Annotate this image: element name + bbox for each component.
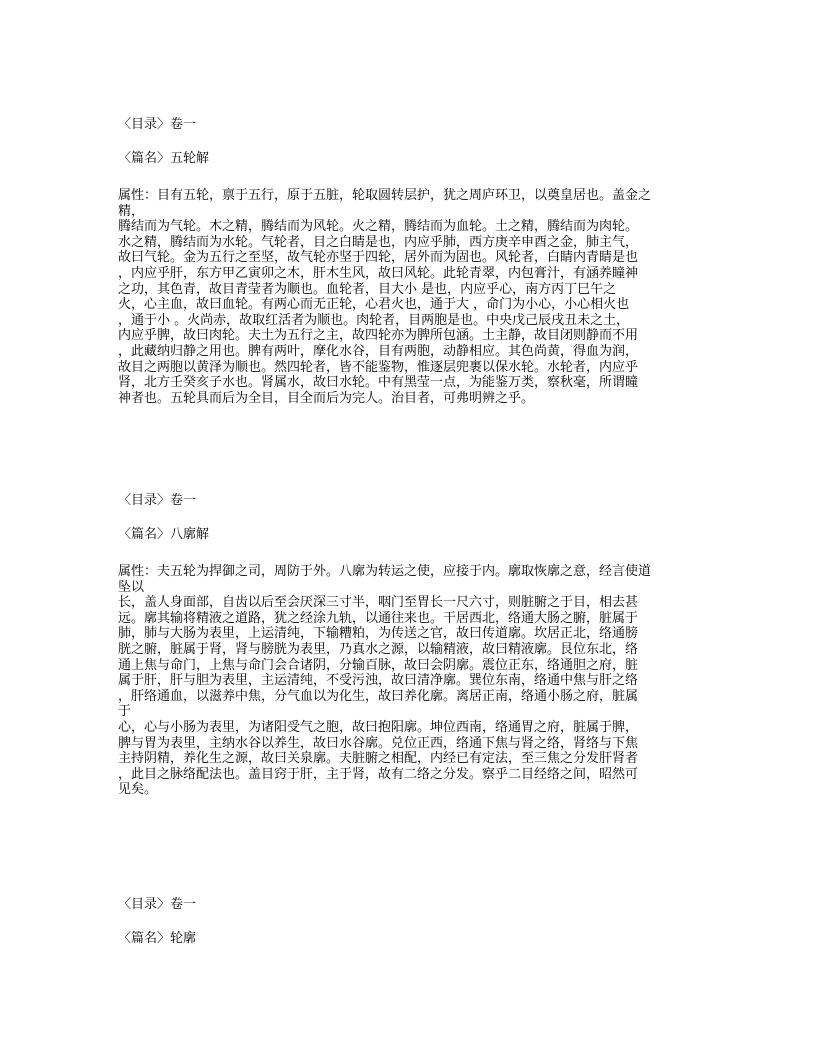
- text-line: 长，盖人身面部，自齿以后至会厌深三寸半，咽门至胃长一尺六寸，则脏腑之于目，相去甚: [118, 595, 639, 611]
- text-line: 属性：夫五轮为捍御之司，周防于外。八廓为转运之使，应接于内。廓取恢廓之意，经言使道: [118, 564, 652, 579]
- text-line: 腾结而为气轮。木之精，腾结而为风轮。火之精，腾结而为血轮。土之精，腾结而为肉轮。: [118, 219, 639, 235]
- text-line: ，肝络通血，以滋养中焦，分气血以为化生，故曰养化廓。离居正南，络通小肠之府，脏属: [118, 688, 639, 704]
- section-wulun: [118, 108, 698, 406]
- text-line: 胱之腑，脏属于肾，肾与膀胱为表里，乃真水之源，以输精液，故曰精液廓。艮位东北，络: [118, 641, 639, 657]
- text-line: 神者也。五轮具而后为全目，目全而后为完人。治目者，可弗明辨之乎。: [118, 390, 535, 406]
- text-line: 故曰气轮。金为五行之至坚，故气轮亦坚于四轮，居外而为固也。风轮者，白睛内青睛是也: [118, 250, 639, 266]
- text-line: 心，心与小肠为表里，为诸阳受气之胞，故曰抱阳廓。坤位西南，络通胃之府，脏属于脾，: [118, 719, 639, 735]
- text-line: 通上焦与命门，上焦与命门会合诸阴，分输百脉，故曰会阴廓。震位正东，络通胆之府，脏: [118, 657, 639, 673]
- text-line: 水之精，腾结而为水轮。气轮者，目之白睛是也，内应乎肺，西方庚辛申酉之金，肺主气，: [118, 234, 639, 250]
- catalog-label: 〈目录〉卷一: [118, 117, 197, 132]
- body-text: [118, 564, 698, 798]
- text-line: 火，心主血，故曰血轮。有两心而无正轮，心君火也，通于大 ，命门为小心，小心相火也: [118, 297, 630, 313]
- text-line: 属性：目有五轮，禀于五行，原于五脏，轮取圆转层护，犹之周庐环卫，以奠皇居也。盖金之: [118, 188, 652, 203]
- text-line: 见矣。: [118, 782, 158, 798]
- text-line: ，此藏纳归静之用也。脾有两叶，摩化水谷，目有两胞，动静相应。其色尚黄，得血为润，: [118, 343, 639, 359]
- text-line: ，内应乎肝，东方甲乙寅卯之木，肝木生风，故曰风轮。此轮青翠，内包膏汁，有涵养瞳神: [118, 265, 639, 281]
- text-line: 于: [118, 704, 132, 720]
- catalog-label: 〈目录〉卷一: [118, 897, 197, 912]
- text-line: 脾与胃为表里，主纳水谷以养生，故曰水谷廓。兑位正西，络通下焦与肾之络，肾络与下焦: [118, 735, 639, 751]
- text-line: 故目之两胞以黄泽为顺也。然四轮者，皆不能鉴物，惟逐层兜裹以保水轮。水轮者，内应乎: [118, 359, 639, 375]
- text-line: 属于肝，肝与胆为表里，主运清纯，不受污浊，故曰清净廓。巽位东南，络通中焦与肝之络: [118, 673, 639, 689]
- text-line: 精，: [118, 203, 145, 219]
- text-line: ，通于小 。火尚赤，故取红活者为顺也。肉轮者，目两胞是也。中央戊己辰戌丑未之土，: [118, 312, 630, 328]
- chapter-title: 〈篇名〉五轮解: [118, 151, 210, 166]
- section-lunkuo: [118, 896, 698, 947]
- text-line: 内应乎脾，故曰肉轮。夫土为五行之主，故四轮亦为脾所包涵。土主静，故目闭则静而不用: [118, 328, 639, 344]
- chapter-title: 〈篇名〉八廓解: [118, 527, 210, 542]
- text-line: 肾，北方壬癸亥子水也。肾属水，故曰水轮。中有黑莹一点，为能鉴万类，察秋毫，所谓瞳: [118, 375, 639, 391]
- text-line: 肺，肺与大肠为表里，上运清纯，下输糟粕，为传送之官，故曰传道廓。坎居正北，络通膀: [118, 626, 639, 642]
- text-line: 坠以: [118, 579, 145, 595]
- text-line: 主持阴精，养化生之源，故曰关泉廓。夫脏腑之相配，内经已有定法，至三焦之分发肝肾者: [118, 751, 639, 767]
- section-bakuo: [118, 492, 698, 798]
- body-text: [118, 188, 698, 406]
- catalog-label: 〈目录〉卷一: [118, 493, 197, 508]
- text-line: 远。廓其输将精液之道路，犹之经涂九轨，以通往来也。干居西北，络通大肠之腑，脏属于: [118, 610, 639, 626]
- text-line: 之功，其色青，故目青莹者为顺也。血轮者，目大小 是也，内应乎心，南方丙丁巳午之: [118, 281, 617, 297]
- text-line: ，此目之脉络配法也。盖目窍于肝，主于肾，故有二络之分发。察乎二目经络之间，昭然可: [118, 766, 639, 782]
- chapter-title: 〈篇名〉轮廓: [118, 931, 197, 946]
